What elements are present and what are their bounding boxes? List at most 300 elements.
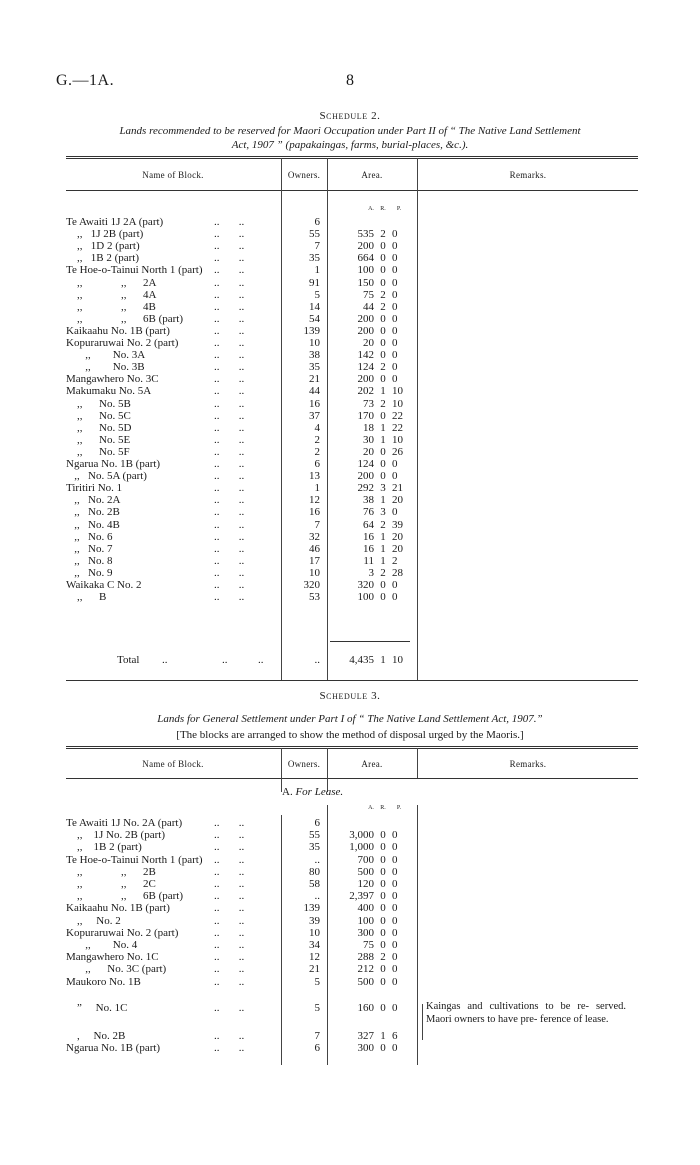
acres-cell: 64 <box>363 518 374 531</box>
table-row <box>0 951 700 964</box>
table-row <box>0 301 700 314</box>
block-name: ,, No. 9 <box>66 566 113 579</box>
leader-dots: .. .. <box>214 939 245 951</box>
perches-cell: 0 <box>392 300 398 313</box>
roods-cell: 0 <box>380 458 386 470</box>
acres-cell: 11 <box>363 554 374 567</box>
roods-cell: 0 <box>380 829 386 842</box>
acres-cell: 300 <box>357 1042 374 1055</box>
table-row <box>0 567 700 580</box>
owners-cell: 6 <box>314 216 320 228</box>
block-name: ,, 1B 2 (part) <box>66 841 142 854</box>
owners-cell: 2 <box>314 433 320 446</box>
block-name: Ngarua No. 1B (part) <box>66 458 161 470</box>
schedule-2-col-remarks: Remarks. <box>509 170 547 180</box>
roods-cell: 2 <box>380 288 386 301</box>
perches-cell: 0 <box>392 939 398 951</box>
acres-cell: 292 <box>357 482 374 495</box>
block-name: Makumaku No. 5A <box>66 385 152 398</box>
leader-dots: .. .. <box>214 963 245 976</box>
roods-cell: 0 <box>380 1042 386 1055</box>
block-name: ,, No. 4B <box>66 518 120 531</box>
table-row <box>0 458 700 471</box>
owners-cell: 5 <box>314 1001 320 1014</box>
acres-cell: 2,397 <box>349 890 374 903</box>
roods-cell: 1 <box>380 421 386 434</box>
table-row <box>0 591 700 604</box>
block-name: ,, No. 5E <box>66 433 131 446</box>
leader-dots: .. .. <box>214 1030 245 1042</box>
roods-cell: 0 <box>380 445 386 458</box>
table-row <box>0 531 700 544</box>
roods-cell: 0 <box>380 240 386 253</box>
leader-dots: .. .. <box>214 337 245 349</box>
block-name: Ngarua No. 1B (part) <box>66 1042 161 1055</box>
owners-cell: 16 <box>309 506 320 519</box>
owners-cell: 14 <box>309 300 320 313</box>
owners-cell: .. <box>314 853 320 866</box>
roods-cell: 0 <box>380 373 386 386</box>
leader-dots: .. .. <box>214 853 245 866</box>
block-name: ,, No. 2A <box>66 494 121 507</box>
leader-dots: .. .. <box>214 470 245 483</box>
schedule-2-total-roods: 1 <box>380 654 386 666</box>
owners-cell: 12 <box>309 494 320 507</box>
block-name: ,, No. 2 <box>66 914 121 927</box>
table-row <box>0 817 700 830</box>
block-name: Maukoro No. 1B <box>66 975 141 988</box>
schedule-2-unit-roods: R. <box>380 206 386 212</box>
perches-cell: 0 <box>392 902 398 915</box>
table-row <box>0 829 700 842</box>
leader-dots: .. .. <box>214 240 245 253</box>
perches-cell: 0 <box>392 240 398 253</box>
leader-dots: .. .. <box>214 361 245 374</box>
table-row <box>0 434 700 447</box>
schedule-3-title: Schedule 3. <box>319 690 381 702</box>
leader-dots: .. .. <box>214 324 245 337</box>
perches-cell: 0 <box>392 914 398 927</box>
acres-cell: 100 <box>357 591 374 604</box>
acres-cell: 700 <box>357 853 374 866</box>
schedule-2-caption-line2: Act, 1907 ” (papakaingas, farms, burial-places, &c.). <box>231 139 469 151</box>
roods-cell: 0 <box>380 1001 386 1014</box>
block-name: ,, ,, 6B (part) <box>66 312 184 325</box>
acres-cell: 150 <box>357 276 374 289</box>
leader-dots: .. .. <box>214 890 245 903</box>
leader-dots: .. .. <box>214 579 245 591</box>
leader-dots: .. .. <box>214 300 245 313</box>
perches-cell: 0 <box>392 312 398 325</box>
owners-cell: 10 <box>309 926 320 939</box>
roods-cell: 0 <box>380 252 386 265</box>
acres-cell: 160 <box>357 1001 374 1014</box>
table-row <box>0 277 700 290</box>
acres-cell: 100 <box>357 914 374 927</box>
schedule-2-col-owners: Owners. <box>287 170 321 180</box>
owners-cell: 39 <box>309 914 320 927</box>
perches-cell: 0 <box>392 975 398 988</box>
schedule-2-total-label: Total <box>117 654 140 666</box>
acres-cell: 38 <box>363 494 374 507</box>
acres-cell: 16 <box>363 530 374 543</box>
leader-dots: .. .. <box>214 542 245 555</box>
leader-dots: .. .. <box>214 518 245 531</box>
schedule-2-total-perches: 10 <box>392 654 403 666</box>
schedule-2-header-rule <box>66 190 638 191</box>
remark-brace <box>422 1004 423 1040</box>
leader-dots: .. .. <box>214 445 245 458</box>
leader-dots: .. .. <box>214 276 245 289</box>
roods-cell: 0 <box>380 470 386 483</box>
leader-dots: .. .. <box>214 1042 245 1055</box>
table-row <box>0 264 700 277</box>
acres-cell: 200 <box>357 470 374 483</box>
owners-cell: 13 <box>309 470 320 483</box>
roods-cell: 0 <box>380 963 386 976</box>
schedule-3-unit-perches: P. <box>396 805 402 811</box>
acres-cell: 3,000 <box>349 829 374 842</box>
perches-cell: 0 <box>392 458 398 470</box>
owners-cell: 21 <box>309 963 320 976</box>
block-name: Kopuraruwai No. 2 (part) <box>66 926 179 939</box>
owners-cell: 6 <box>314 458 320 470</box>
table-row <box>0 902 700 915</box>
roods-cell: 0 <box>380 902 386 915</box>
roods-cell: 2 <box>380 397 386 410</box>
roods-cell: 0 <box>380 878 386 890</box>
acres-cell: 327 <box>357 1030 374 1042</box>
acres-cell: 1,000 <box>349 841 374 854</box>
roods-cell: 0 <box>380 337 386 349</box>
owners-cell: 7 <box>314 240 320 253</box>
roods-cell: 2 <box>380 300 386 313</box>
block-name: Tiritiri No. 1 <box>66 482 123 495</box>
roods-cell: 0 <box>380 939 386 951</box>
perches-cell: 0 <box>392 470 398 483</box>
acres-cell: 202 <box>357 385 374 398</box>
roods-cell: 0 <box>380 276 386 289</box>
acres-cell: 288 <box>357 951 374 964</box>
acres-cell: 16 <box>363 542 374 555</box>
roods-cell: 0 <box>380 841 386 854</box>
block-name: Kaikaahu No. 1B (part) <box>66 324 170 337</box>
table-row <box>0 866 700 879</box>
owners-cell: 2 <box>314 445 320 458</box>
schedule-2-total-acres: 4,435 <box>349 654 374 666</box>
perches-cell: 0 <box>392 591 398 604</box>
roods-cell: 1 <box>380 554 386 567</box>
owners-cell: 16 <box>309 397 320 410</box>
acres-cell: 300 <box>357 926 374 939</box>
acres-cell: 500 <box>357 975 374 988</box>
block-name: ,, 1J No. 2B (part) <box>66 829 165 842</box>
leader-dots: .. .. <box>214 433 245 446</box>
leader-dots: .. .. <box>214 228 245 241</box>
acres-cell: 75 <box>363 939 374 951</box>
acres-cell: 170 <box>357 409 374 422</box>
block-name: Te Hoe-o-Tainui North 1 (part) <box>66 853 203 866</box>
roods-cell: 1 <box>380 530 386 543</box>
table-row <box>0 963 700 976</box>
acres-cell: 73 <box>363 397 374 410</box>
table-row <box>0 289 700 302</box>
owners-cell: 7 <box>314 1030 320 1042</box>
schedule-3-col-name: Name of Block. <box>142 759 204 769</box>
owners-cell: 12 <box>309 951 320 964</box>
block-name: Kopuraruwai No. 2 (part) <box>66 337 179 349</box>
perches-cell: 0 <box>392 252 398 265</box>
acres-cell: 200 <box>357 240 374 253</box>
block-name: ,, ,, 6B (part) <box>66 890 184 903</box>
schedule-3-caption-line1: Lands for General Settlement under Part I of “ The Native Land Settlement Act, 1907.” <box>157 713 543 725</box>
table-row <box>0 349 700 362</box>
leader-dots: .. .. <box>214 312 245 325</box>
roods-cell: 3 <box>380 482 386 495</box>
block-name: ,, ,, 4A <box>66 288 157 301</box>
acres-cell: 124 <box>357 458 374 470</box>
perches-cell: 0 <box>392 841 398 854</box>
block-name: ,, No. 2B <box>66 506 120 519</box>
block-name: Te Hoe-o-Tainui North 1 (part) <box>66 264 203 277</box>
owners-cell: 55 <box>309 228 320 241</box>
perches-cell: 0 <box>392 853 398 866</box>
table-row <box>0 313 700 326</box>
acres-cell: 535 <box>357 228 374 241</box>
leader-dots: .. .. <box>214 397 245 410</box>
owners-cell: 139 <box>303 324 320 337</box>
table-row <box>0 216 700 229</box>
perches-cell: 0 <box>392 276 398 289</box>
roods-cell: 2 <box>380 361 386 374</box>
acres-cell: 18 <box>363 421 374 434</box>
owners-cell: 55 <box>309 829 320 842</box>
block-name: ,, ,, 2C <box>66 878 156 890</box>
schedule-3-subheading <box>282 786 343 798</box>
perches-cell: 20 <box>392 542 403 555</box>
owners-cell: 139 <box>303 902 320 915</box>
block-name: Waikaka C No. 2 <box>66 579 142 591</box>
table-row <box>0 228 700 241</box>
acres-cell: 30 <box>363 433 374 446</box>
block-name: ,, No. 5B <box>66 397 131 410</box>
perches-cell: 39 <box>392 518 403 531</box>
table-row <box>0 519 700 532</box>
owners-cell: 58 <box>309 878 320 890</box>
roods-cell: 0 <box>380 349 386 362</box>
perches-cell: 0 <box>392 1042 398 1055</box>
perches-cell: 10 <box>392 385 403 398</box>
roods-cell: 2 <box>380 228 386 241</box>
block-name: ,, ,, 2A <box>66 276 157 289</box>
schedule-2-title: Schedule 2. <box>319 110 381 122</box>
owners-cell: 21 <box>309 373 320 386</box>
schedule-2-bottom-rule <box>66 680 638 681</box>
roods-cell: 0 <box>380 579 386 591</box>
owners-cell: 80 <box>309 865 320 878</box>
table-row <box>0 385 700 398</box>
block-name: ,, 1J 2B (part) <box>66 228 144 241</box>
schedule-2-total-owners: .. <box>314 654 320 666</box>
roods-cell: 0 <box>380 865 386 878</box>
leader-dots: .. .. <box>214 841 245 854</box>
perches-cell: 0 <box>392 963 398 976</box>
leader-dots: .. .. <box>214 566 245 579</box>
acres-cell: 76 <box>363 506 374 519</box>
block-name: ,, No. 3C (part) <box>66 963 167 976</box>
acres-cell: 200 <box>357 312 374 325</box>
leader-dots: .. .. <box>214 482 245 495</box>
owners-cell: 4 <box>314 421 320 434</box>
schedule-3-divider-3 <box>417 748 418 778</box>
perches-cell: 0 <box>392 349 398 362</box>
page-reference: G.—1A. <box>56 72 115 89</box>
leader-dots: .. .. <box>214 385 245 398</box>
leader-dots: .. .. <box>214 591 245 604</box>
perches-cell: 0 <box>392 361 398 374</box>
acres-cell: 400 <box>357 902 374 915</box>
table-row <box>0 915 700 928</box>
table-row <box>0 976 700 989</box>
block-name: ,, No. 5F <box>66 445 130 458</box>
perches-cell: 26 <box>392 445 403 458</box>
owners-cell: 6 <box>314 817 320 829</box>
table-row <box>0 1030 700 1043</box>
schedule-3-remark: Kaingas and cultivations to be re- served. Maori owners to have pre- ference of lease. <box>426 1001 626 1025</box>
roods-cell: 2 <box>380 566 386 579</box>
roods-cell: 0 <box>380 890 386 903</box>
block-name: , No. 2B <box>66 1030 126 1042</box>
owners-cell: 32 <box>309 530 320 543</box>
owners-cell: 10 <box>309 337 320 349</box>
block-name: Te Awaiti 1J 2A (part) <box>66 216 164 228</box>
roods-cell: 1 <box>380 494 386 507</box>
perches-cell: 0 <box>392 337 398 349</box>
schedule-3-unit-acres: A. <box>368 805 374 811</box>
block-name: ,, No. 5A (part) <box>66 470 147 483</box>
schedule-3-caption-line2: [The blocks are arranged to show the method of disposal urged by the Maoris.] <box>176 729 524 741</box>
block-name: Te Awaiti 1J No. 2A (part) <box>66 817 183 829</box>
leader-dots: .. .. <box>214 951 245 964</box>
table-row <box>0 373 700 386</box>
perches-cell: 0 <box>392 579 398 591</box>
owners-cell: 44 <box>309 385 320 398</box>
leader-dots: .. .. <box>214 530 245 543</box>
table-row <box>0 579 700 592</box>
leader-dots: .. .. <box>214 494 245 507</box>
block-name: Mangawhero No. 3C <box>66 373 159 386</box>
perches-cell: 20 <box>392 494 403 507</box>
table-row <box>0 361 700 374</box>
table-row <box>0 325 700 338</box>
block-name: ,, No. 5C <box>66 409 131 422</box>
roods-cell: 0 <box>380 926 386 939</box>
schedule-3-col-area: Area. <box>361 759 383 769</box>
block-name: ,, 1D 2 (part) <box>66 240 140 253</box>
table-row <box>0 410 700 423</box>
owners-cell: 6 <box>314 1042 320 1055</box>
roods-cell: 2 <box>380 951 386 964</box>
table-row <box>0 543 700 556</box>
table-row <box>0 1042 700 1055</box>
acres-cell: 664 <box>357 252 374 265</box>
roods-cell: 0 <box>380 312 386 325</box>
block-name: ,, No. 4 <box>66 939 138 951</box>
table-row <box>0 939 700 952</box>
perches-cell: 0 <box>392 1001 398 1014</box>
owners-cell: 5 <box>314 288 320 301</box>
roods-cell: 0 <box>380 409 386 422</box>
table-row <box>0 841 700 854</box>
leader-dots: .. .. <box>214 1001 245 1014</box>
owners-cell: 1 <box>314 482 320 495</box>
block-name: ,, No. 3B <box>66 361 145 374</box>
table-row <box>0 252 700 265</box>
table-row <box>0 890 700 903</box>
acres-cell: 100 <box>357 264 374 277</box>
table-row <box>0 398 700 411</box>
owners-cell: 10 <box>309 566 320 579</box>
schedule-3-subheading-text: For Lease. <box>295 786 344 798</box>
owners-cell: 35 <box>309 361 320 374</box>
perches-cell: 0 <box>392 878 398 890</box>
roods-cell: 1 <box>380 542 386 555</box>
perches-cell: 0 <box>392 288 398 301</box>
owners-cell: 35 <box>309 841 320 854</box>
perches-cell: 0 <box>392 324 398 337</box>
owners-cell: 53 <box>309 591 320 604</box>
schedule-2-unit-perches: P. <box>396 206 402 212</box>
table-row <box>0 470 700 483</box>
acres-cell: 200 <box>357 324 374 337</box>
leader-dots: .. .. <box>214 865 245 878</box>
leader-dots: .. .. <box>214 349 245 362</box>
schedule-3-header-rule <box>66 778 638 779</box>
schedule-2-col-name: Name of Block. <box>142 170 204 180</box>
table-row <box>0 555 700 568</box>
perches-cell: 0 <box>392 926 398 939</box>
owners-cell: 46 <box>309 542 320 555</box>
table-row <box>0 878 700 891</box>
perches-cell: 10 <box>392 433 403 446</box>
page-number: 8 <box>346 72 354 89</box>
leader-dots: .. .. <box>214 554 245 567</box>
leader-dots: .. .. <box>214 817 245 829</box>
acres-cell: 500 <box>357 865 374 878</box>
roods-cell: 1 <box>380 1030 386 1042</box>
owners-cell: 38 <box>309 349 320 362</box>
roods-cell: 1 <box>380 385 386 398</box>
perches-cell: 0 <box>392 228 398 241</box>
perches-cell: 22 <box>392 409 403 422</box>
block-name: ,, No. 8 <box>66 554 113 567</box>
table-row <box>0 482 700 495</box>
perches-cell: 0 <box>392 829 398 842</box>
table-row <box>0 422 700 435</box>
roods-cell: 1 <box>380 433 386 446</box>
owners-cell: 7 <box>314 518 320 531</box>
roods-cell: 0 <box>380 853 386 866</box>
schedule-3-subheading-letter: A. <box>282 786 293 798</box>
leader-dots: .. .. <box>214 506 245 519</box>
owners-cell: .. <box>314 890 320 903</box>
block-name: ,, No. 7 <box>66 542 113 555</box>
perches-cell: 22 <box>392 421 403 434</box>
schedule-2-total-rule <box>330 641 410 642</box>
acres-cell: 20 <box>363 445 374 458</box>
roods-cell: 3 <box>380 506 386 519</box>
block-name: ,, No. 6 <box>66 530 113 543</box>
